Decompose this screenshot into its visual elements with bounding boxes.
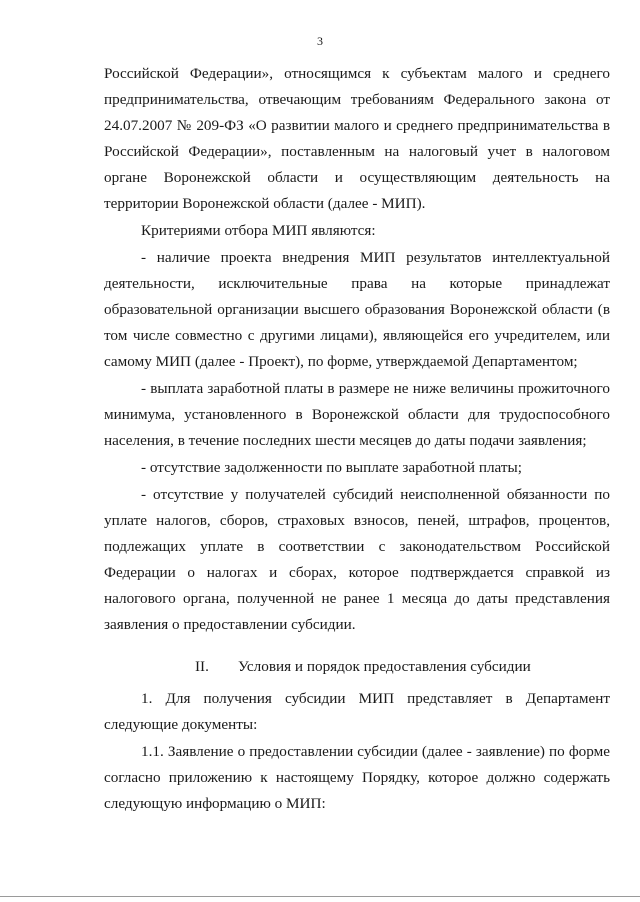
text-line: предпринимательства, отвечающим требованиям Федерального закона от — [104, 91, 610, 108]
text-line: налогового органа, полученной не ранее 1 месяца до даты представления — [104, 590, 610, 607]
text-line: Российской Федерации», относящимся к субъектам малого и среднего — [104, 65, 610, 82]
text-line: 24.07.2007 № 209-ФЗ «О развитии малого и среднего предпринимательства в — [104, 117, 610, 134]
text-line: образовательной организации высшего образования Воронежской области (в — [104, 301, 610, 318]
text-line: следующую информацию о МИП: — [104, 795, 326, 812]
text-line: уплате налогов, сборов, страховых взносов, пеней, штрафов, процентов, — [104, 512, 610, 529]
page-number: 3 — [317, 34, 323, 48]
section-title: Условия и порядок предоставления субсидии — [238, 658, 531, 675]
text-line: органе Воронежской области и осуществляющим деятельность на — [104, 169, 610, 186]
text-line: - наличие проекта внедрения МИП результатов интеллектуальной — [141, 249, 610, 266]
section-number: II. — [195, 658, 209, 675]
text-line: 1. Для получения субсидии МИП представляет в Департамент — [141, 690, 610, 707]
text-line: Российской Федерации», поставленным на налоговый учет в налоговом — [104, 143, 610, 160]
text-line: заявления о предоставлении субсидии. — [104, 616, 356, 633]
text-line: том числе совместно с другими лицами), являющейся его учредителем, или — [104, 327, 610, 344]
text-line: согласно приложению к настоящему Порядку, которое должно содержать — [104, 769, 610, 786]
text-line: деятельности, исключительные права на которые принадлежат — [104, 275, 610, 292]
text-line: территории Воронежской области (далее - МИП). — [104, 195, 426, 212]
text-line: Федерации о налогах и сборах, которое подтверждается справкой из — [104, 564, 610, 581]
text-line: населения, в течение последних шести месяцев до даты подачи заявления; — [104, 432, 587, 449]
text-line: самому МИП (далее - Проект), по форме, утверждаемой Департаментом; — [104, 353, 578, 370]
page-bottom-rule — [0, 896, 640, 897]
text-line: минимума, установленного в Воронежской области для трудоспособного — [104, 406, 610, 423]
text-line: - отсутствие у получателей субсидий неисполненной обязанности по — [141, 486, 610, 503]
text-line: Критериями отбора МИП являются: — [141, 222, 376, 239]
text-line: следующие документы: — [104, 716, 258, 733]
text-line: 1.1. Заявление о предоставлении субсидии (далее - заявление) по форме — [141, 743, 610, 760]
text-line: - выплата заработной платы в размере не ниже величины прожиточного — [141, 380, 610, 397]
text-line: подлежащих уплате в соответствии с законодательством Российской — [104, 538, 610, 555]
text-line: - отсутствие задолженности по выплате заработной платы; — [141, 459, 522, 476]
